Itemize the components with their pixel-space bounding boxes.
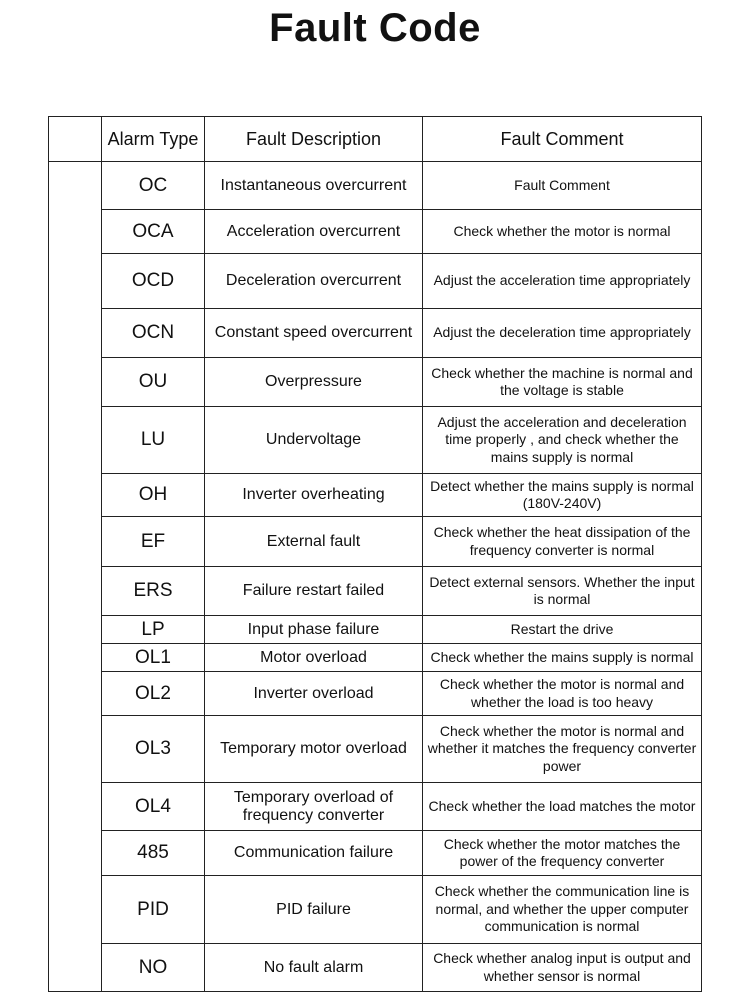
fault-comment-cell: Check whether the load matches the motor xyxy=(423,783,702,831)
table-row xyxy=(49,567,702,616)
table-row xyxy=(49,210,702,254)
alarm-code-cell: EF xyxy=(102,517,205,567)
fault-description-cell: Motor overload xyxy=(205,644,423,672)
alarm-code-cell: OCA xyxy=(102,210,205,254)
fault-description-cell: Inverter overheating xyxy=(205,474,423,517)
row-blank-cell xyxy=(49,672,102,716)
fault-description-cell: Overpressure xyxy=(205,358,423,407)
alarm-code-cell: ERS xyxy=(102,567,205,616)
header-fault-comment: Fault Comment xyxy=(423,117,702,162)
table-row xyxy=(49,358,702,407)
alarm-code-cell: NO xyxy=(102,944,205,992)
row-blank-cell xyxy=(49,517,102,567)
alarm-code-cell: OC xyxy=(102,162,205,210)
alarm-code-cell: OU xyxy=(102,358,205,407)
fault-description-cell: Constant speed overcurrent xyxy=(205,309,423,358)
row-blank-cell xyxy=(49,254,102,309)
fault-comment-cell: Check whether the motor is normal xyxy=(423,210,702,254)
row-blank-cell xyxy=(49,616,102,644)
fault-comment-cell: Restart the drive xyxy=(423,616,702,644)
fault-description-cell: Undervoltage xyxy=(205,407,423,474)
fault-comment-cell: Check whether the motor is normal and whether it matches the frequency converter power xyxy=(423,716,702,783)
fault-comment-cell: Check whether the mains supply is normal xyxy=(423,644,702,672)
fault-comment-cell: Check whether the motor is normal and whether the load is too heavy xyxy=(423,672,702,716)
alarm-code-cell: OL3 xyxy=(102,716,205,783)
alarm-code-cell: LP xyxy=(102,616,205,644)
row-blank-cell xyxy=(49,831,102,876)
fault-description-cell: Input phase failure xyxy=(205,616,423,644)
table-row xyxy=(49,254,702,309)
alarm-code-cell: OCN xyxy=(102,309,205,358)
row-blank-cell xyxy=(49,407,102,474)
alarm-code-cell: 485 xyxy=(102,831,205,876)
alarm-code-cell: OL4 xyxy=(102,783,205,831)
table-row xyxy=(49,616,702,644)
table-row xyxy=(49,944,702,992)
fault-description-cell: Deceleration overcurrent xyxy=(205,254,423,309)
alarm-code-cell: LU xyxy=(102,407,205,474)
table-row xyxy=(49,672,702,716)
table-row xyxy=(49,309,702,358)
table-row xyxy=(49,716,702,783)
alarm-code-cell: OL2 xyxy=(102,672,205,716)
row-blank-cell xyxy=(49,567,102,616)
header-alarm-type: Alarm Type xyxy=(102,117,205,162)
fault-description-cell: External fault xyxy=(205,517,423,567)
table-row xyxy=(49,644,702,672)
row-blank-cell xyxy=(49,876,102,944)
table-row xyxy=(49,407,702,474)
fault-description-cell: No fault alarm xyxy=(205,944,423,992)
fault-description-cell: Instantaneous overcurrent xyxy=(205,162,423,210)
fault-comment-cell: Check whether analog input is output and whether sensor is normal xyxy=(423,944,702,992)
row-blank-cell xyxy=(49,716,102,783)
fault-comment-cell: Check whether the machine is normal and the voltage is stable xyxy=(423,358,702,407)
row-blank-cell xyxy=(49,358,102,407)
row-blank-cell xyxy=(49,783,102,831)
fault-comment-cell: Adjust the acceleration and deceleration time properly , and check whether the mains supply is normal xyxy=(423,407,702,474)
alarm-code-cell: OL1 xyxy=(102,644,205,672)
fault-comment-cell: Adjust the acceleration time appropriately xyxy=(423,254,702,309)
table-row xyxy=(49,162,702,210)
fault-description-cell: Communication failure xyxy=(205,831,423,876)
fault-comment-cell: Detect whether the mains supply is normal (180V-240V) xyxy=(423,474,702,517)
row-blank-cell xyxy=(49,944,102,992)
fault-comment-cell: Fault Comment xyxy=(423,162,702,210)
table-row xyxy=(49,474,702,517)
fault-comment-cell: Check whether the motor matches the power of the frequency converter xyxy=(423,831,702,876)
page-title: Fault Code xyxy=(269,6,481,50)
fault-comment-cell: Adjust the deceleration time appropriately xyxy=(423,309,702,358)
row-blank-cell xyxy=(49,309,102,358)
table-row xyxy=(49,517,702,567)
fault-comment-cell: Check whether the heat dissipation of the frequency converter is normal xyxy=(423,517,702,567)
fault-comment-cell: Check whether the communication line is normal, and whether the upper computer communication is normal xyxy=(423,876,702,944)
row-blank-cell xyxy=(49,644,102,672)
fault-description-cell: Temporary motor overload xyxy=(205,716,423,783)
header-fault-description: Fault Description xyxy=(205,117,423,162)
table-row xyxy=(49,876,702,944)
table-row xyxy=(49,831,702,876)
fault-description-cell: Inverter overload xyxy=(205,672,423,716)
alarm-code-cell: OH xyxy=(102,474,205,517)
row-blank-cell xyxy=(49,210,102,254)
alarm-code-cell: PID xyxy=(102,876,205,944)
fault-code-table xyxy=(48,116,702,992)
row-blank-cell xyxy=(49,474,102,517)
fault-description-cell: Acceleration overcurrent xyxy=(205,210,423,254)
fault-description-cell: Failure restart failed xyxy=(205,567,423,616)
alarm-code-cell: OCD xyxy=(102,254,205,309)
table-row xyxy=(49,783,702,831)
header-blank-cell xyxy=(49,117,102,162)
fault-comment-cell: Detect external sensors. Whether the input is normal xyxy=(423,567,702,616)
fault-description-cell: PID failure xyxy=(205,876,423,944)
table-header-row xyxy=(49,117,702,162)
fault-description-cell: Temporary overload of frequency converter xyxy=(205,783,423,831)
row-blank-cell xyxy=(49,162,102,210)
